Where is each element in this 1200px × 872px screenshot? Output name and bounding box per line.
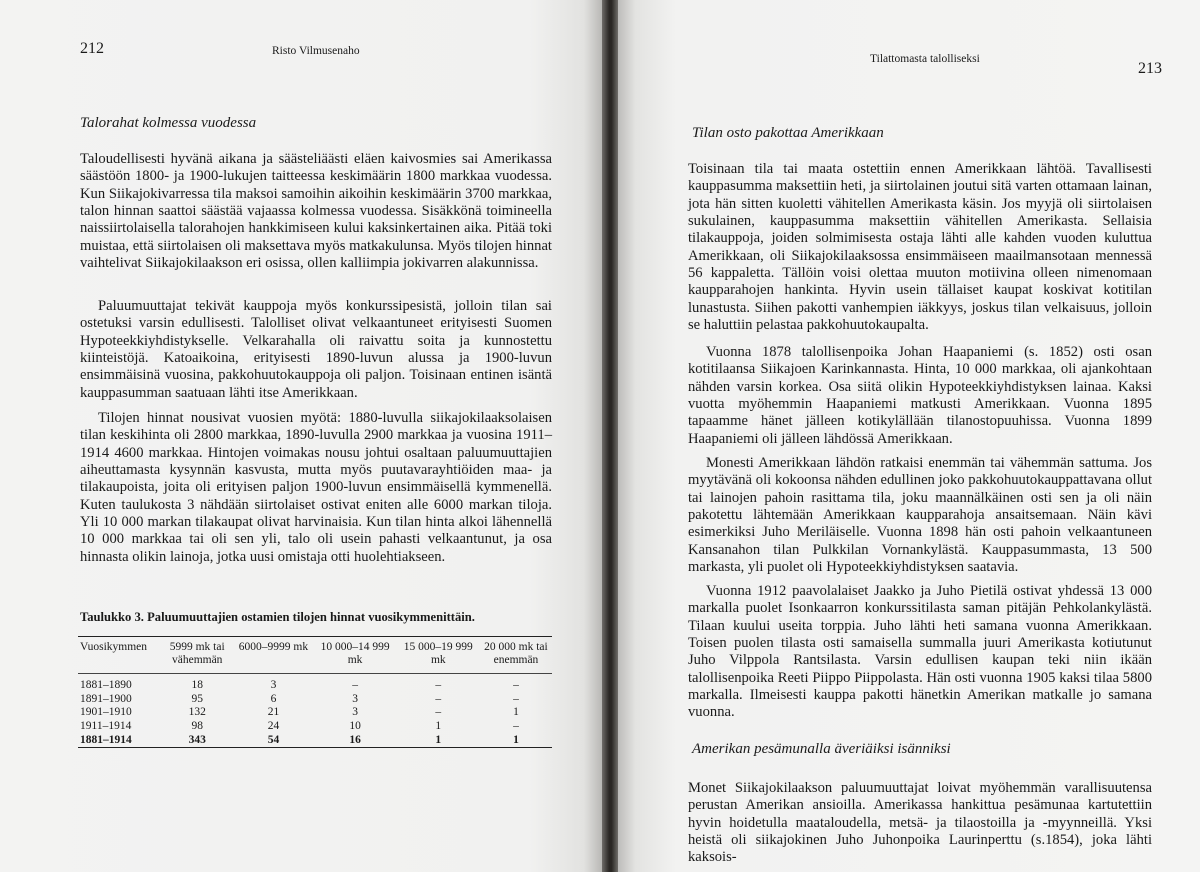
table-row — [78, 720, 552, 734]
table-caption: Taulukko 3. Paluumuuttajien ostamien tilojen hinnat vuosikymmenittäin. — [80, 610, 475, 624]
cell: 6 — [270, 692, 277, 705]
cell: 1881–1914 — [80, 733, 132, 746]
table-total-row — [78, 733, 552, 747]
price-table — [78, 636, 552, 748]
cell: 3 — [352, 692, 358, 705]
cell: 3 — [270, 679, 277, 692]
paragraph: Vuonna 1912 paavolalaiset Jaakko ja Juho Pietilä ostivat yhdessä 13 000 markalla puolet Isonkaarron konkurssitilasta saman pitäjän Pehkolankylästä. Tilaan kuului useita torppia. Juho lähti heti samana vuonna Amerikkaan. Toisen puolen tilasta osti samaisella summalla juuri Amerikasta kotiutunut Juho Vilppola Rantsilasta. Varsin edullisen kaupan teki niin ikään talollisenpoika Reeti Piippo Piippolasta. Hän osti vuonna 1905 kaksi tilaa 5800 markalla. Ilmeisesti kauppa pakotti hänetkin Amerikan matkalle jo samana vuonna. — [688, 583, 1152, 721]
cell: 98 — [191, 720, 203, 733]
cell: 1 — [435, 733, 442, 746]
paragraph: Monet Siikajokilaakson paluumuuttajat loivat myöhemmän varallisuutensa perustan Amerikan ansioilla. Amerikassa hankittua pesämunaa kartutettiin hyvin hoidetulla maataloudella, metsä- ja tilaostoilla ja -myynneillä. Yksi heistä oli siikajokinen Juho Juhonpoika Laurinperttu (s.1854), joka lähti kaksois- — [688, 780, 1152, 866]
cell: – — [435, 692, 442, 705]
cell: 1 — [513, 706, 519, 719]
left-running-head: Risto Vilmusenaho — [272, 45, 360, 57]
right-page — [618, 0, 1200, 872]
paragraph: Tilojen hinnat nousivat vuosien myötä: 1880-luvulla siikajokilaaksolaisen tilan keskihinta oli 2800 markkaa, 1890-luvulla 2900 markkaa ja vuosina 1911–1914 4600 markkaa. Hintojen voimakas nousu johtui osaltaan paluumuuttajien aiheuttamasta kysynnän kasvusta, mutta myös puutavarayhtiöiden maa- ja tilakaupoista, joita oli erityisen paljon 1900-luvun ensimmäisellä kymmenellä. Kuten taulukosta 3 nähdään siirtolaiset ostivat eniten alle 6000 markan tiloja. Yli 10 000 markan tilakaupat olivat harvinaisia. Kun tilan hinta alkoi lähennellä 10 000 markkaa tai oli sen yli, talo oli usein pahasti velkaantunut, ja osa hinnasta olikin lainoja, jotka uusi omistaja otti huolehtiakseen. — [80, 410, 552, 565]
cell: – — [513, 692, 519, 705]
cell: 1 — [435, 720, 442, 733]
table-row — [78, 674, 552, 693]
cell: 16 — [349, 733, 361, 746]
cell: – — [513, 679, 519, 692]
cell: 3 — [352, 706, 358, 719]
right-page-number: 213 — [1138, 60, 1162, 77]
table-row — [78, 706, 552, 720]
header-col-5: 20 000 mk tai enemmän — [484, 641, 548, 666]
cell: – — [513, 720, 519, 733]
left-page-number: 212 — [80, 40, 104, 57]
cell: 21 — [267, 706, 280, 719]
cell: 18 — [191, 679, 203, 692]
header-col-4: 15 000–19 999 mk — [403, 641, 473, 666]
cell: 1911–1914 — [80, 720, 132, 733]
section-heading-amerikan-pesamunalla: Amerikan pesämunalla äveriäiksi isänniksi — [692, 741, 951, 757]
cell: – — [352, 679, 358, 692]
cell: 24 — [267, 720, 280, 733]
cell: 1901–1910 — [80, 706, 132, 719]
cell: – — [435, 706, 442, 719]
cell: 95 — [191, 692, 203, 705]
paragraph: Paluumuuttajat tekivät kauppoja myös konkurssipesistä, jolloin tilan sai ostetuksi varsin edullisesti. Talolliset olivat velkaantuneet erityisesti Suomen Hypoteekkiyhdistykselle. Velkarahalla oli raivattu soita ja kunnostettu kiinteistöjä. Katoaikoina, erityisesti 1890-luvun alussa ja 1900-luvun ensimmäisinä vuosina, pakkohuutokauppoja oli paljon. Toisinaan entinen isäntä kauppasumman saatuaan lähti itse Amerikkaan. — [80, 298, 552, 401]
section-heading-tilan-osto: Tilan osto pakottaa Amerikkaan — [692, 125, 884, 141]
cell: 1 — [513, 733, 519, 746]
table-row — [78, 693, 552, 707]
header-col-3: 10 000–14 999 mk — [320, 641, 390, 666]
header-col-2: 6000–9999 mk — [238, 641, 309, 653]
cell: 132 — [188, 706, 206, 719]
header-col-1: 5999 mk tai vähemmän — [169, 641, 225, 666]
paragraph: Taloudellisesti hyvänä aikana ja säästeliäästi eläen kaivosmies sai Amerikassa säästöön 1800- ja 1900-lukujen taitteessa keskimäärin 1800 markkaa vuodessa. Kun Siikajokivarressa tila maksoi samoihin aikoihin keskimäärin 3700 markkaa, talon hinnan saattoi säästää vajaassa kolmessa vuodessa. Sisäkkönä toimineella naissiirtolaisella talorahojen hankkimiseen kului kaksinkertainen aika. Pitää toki muistaa, että siirtolaisen oli maksettava myös matkakulunsa. Myös tilojen hinnat vaihtelivat Siikajokilaakson eri osissa, ollen kalliimpia jokivarren alakunnissa. — [80, 151, 552, 272]
cell: 343 — [188, 733, 206, 746]
cell: 54 — [267, 733, 280, 746]
cell: 1891–1900 — [80, 692, 132, 705]
right-running-head: Tilattomasta talolliseksi — [870, 53, 980, 65]
cell: – — [435, 679, 442, 692]
paragraph: Vuonna 1878 talollisenpoika Johan Haapaniemi (s. 1852) osti osan kotitilaansa Siikajoen Karinkannasta. Hinta, 10 000 markkaa, oli ajankohtaan nähden varsin korkea. Osa siitä olikin Hypoteekkiyhdistyksen lainaa. Kaksi vuotta myöhemmin Haapaniemi matkusti Amerikkaan. Vuonna 1895 tapaamme hänet jälleen kotikylällään tilanostopuuhissa. Vuonna 1899 Haapaniemi oli jälleen lähdössä Amerikkaan. — [688, 344, 1152, 447]
cell: 1881–1890 — [80, 679, 132, 692]
section-heading-talorahat: Talorahat kolmessa vuodessa — [80, 115, 257, 131]
paragraph: Monesti Amerikkaan lähdön ratkaisi enemmän tai vähemmän sattuma. Jos myytävänä oli kokoonsa nähden edullinen joko pakkohuutokauppattavana ollut tai lainojen pahoin rasittama tila, joku maannälkäinen osti sen ja oli näin pakotettu lähtemään Amerikkaan kaupparahoja ansaitsemaan. Näin kävi esimerkiksi Juho Meriläiselle. Vuonna 1898 hän osti pahoin velkaantuneen Kansanahon tilan Pulkkilan Vornankylästä. Kauppasummasta, 13 500 markasta, yli puolet oli Hypoteekkiyhdistyksen saatavia. — [688, 455, 1152, 576]
table-header-row — [78, 637, 552, 674]
cell: 10 — [349, 720, 361, 733]
paragraph: Toisinaan tila tai maata ostettiin ennen Amerikkaan lähtöä. Tavallisesti kauppasumma maksettiin heti, ja siirtolainen joutui sitä varten ottamaan lainan, jota hän sitten kuoletti vähitellen Amerikasta käsin. Jos myyjä oli siirtolaisen sukulainen, kauppasumma maksettiin vähitellen Amerikasta. Sellaisia tilakauppoja, joiden solmimisesta ostaja lähti alle kahden vuoden kuluttua Amerikkaan, oli Siikajokilaaksossa ensimmäiseen maailmansotaan mennessä 56 kappaletta. Tällöin voisi olettaa muuton motiivina olleen nimenomaan kaupparahojen hankinta. Hyvin usein tällaiset kaupat koskivat kotitilan lunastusta. Siihen pakotti vanhempien iäkkyys, joskus tilan velkaisuus, jolloin se haluttiin pelastaa pakkohuutokaupalta. — [688, 161, 1152, 334]
header-decade: Vuosikymmen — [80, 641, 148, 653]
book-gutter — [602, 0, 618, 872]
